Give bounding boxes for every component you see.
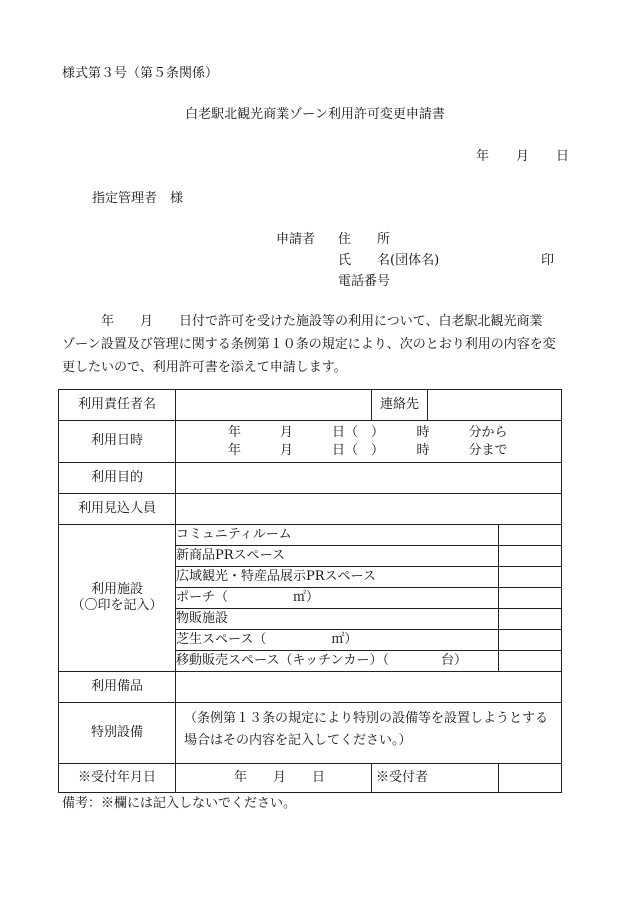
facility-mark-cell[interactable] bbox=[499, 651, 562, 672]
facility-mark-cell[interactable] bbox=[499, 588, 562, 609]
facility-mark-cell[interactable] bbox=[499, 567, 562, 588]
facility-item: ポーチ（ ㎡） bbox=[176, 588, 499, 609]
footer-note: 備考：※欄には記入しないでください。 bbox=[62, 796, 297, 811]
date-year: 年 bbox=[476, 149, 490, 164]
facility-mark-cell[interactable] bbox=[499, 609, 562, 630]
special-equipment-label: 特別設備 bbox=[59, 703, 176, 764]
datetime-label: 利用日時 bbox=[59, 421, 176, 463]
attendance-label: 利用見込人員 bbox=[59, 494, 176, 525]
addressee: 指定管理者 様 bbox=[92, 191, 184, 206]
facility-item: 移動販売スペース（キッチンカー）（ 台） bbox=[176, 651, 499, 672]
facilities-sublabel: （〇印を記入） bbox=[71, 598, 163, 613]
facility-item: 物販施設 bbox=[176, 609, 499, 630]
application-date bbox=[476, 150, 569, 163]
page-title: 白老駅北観光商業ゾーン利用許可変更申請書 bbox=[185, 107, 445, 122]
facility-mark-cell[interactable] bbox=[499, 546, 562, 567]
application-form-table bbox=[58, 389, 562, 793]
facility-mark-cell[interactable] bbox=[499, 525, 562, 546]
date-day: 日 bbox=[556, 149, 570, 164]
responsible-label: 利用責任者名 bbox=[59, 390, 176, 421]
purpose-label: 利用目的 bbox=[59, 463, 176, 494]
datetime-to: 年 月 日（ ） 時 分まで bbox=[228, 442, 508, 458]
received-date-value: 年 月 日 bbox=[176, 764, 372, 793]
date-month: 月 bbox=[516, 149, 530, 164]
contact-label: 連絡先 bbox=[372, 390, 428, 421]
body-text bbox=[62, 310, 582, 379]
received-date-label: ※受付年月日 bbox=[59, 764, 176, 793]
facility-mark-cell[interactable] bbox=[499, 630, 562, 651]
responsible-field[interactable] bbox=[176, 390, 372, 421]
address-label: 住 所 bbox=[338, 232, 391, 247]
body-line-1: 年 月 日付で許可を受けた施設等の利用について、白老駅北観光商業 bbox=[62, 314, 543, 329]
phone-label: 電話番号 bbox=[338, 274, 391, 289]
form-id: 様式第３号（第５条関係） bbox=[62, 66, 219, 81]
body-line-3: 更したいので、利用許可書を添えて申請します。 bbox=[62, 360, 347, 375]
receiver-field bbox=[499, 764, 562, 793]
purpose-field[interactable] bbox=[176, 463, 562, 494]
contact-field[interactable] bbox=[428, 390, 562, 421]
datetime-from: 年 月 日（ ） 時 分から bbox=[228, 424, 508, 440]
attendance-field[interactable] bbox=[176, 494, 562, 525]
special-note-line-1: （条例第１３条の規定により特別の設備等を設置しようとする bbox=[184, 711, 549, 726]
special-note-line-2: 場合はその内容を記入してください。） bbox=[184, 733, 412, 748]
facility-item: 芝生スペース（ ㎡） bbox=[176, 630, 499, 651]
facilities-label-text: 利用施設 bbox=[90, 581, 143, 597]
body-line-2: ゾーン設置及び管理に関する条例第１０条の規定により、次のとおり利用の内容を変 bbox=[62, 337, 556, 352]
facility-item: 新商品PRスペース bbox=[176, 546, 499, 567]
receiver-label: ※受付者 bbox=[372, 764, 499, 793]
facility-item: 広域観光・特産品展示PRスペース bbox=[176, 567, 499, 588]
name-label: 氏 名(団体名) bbox=[338, 253, 440, 268]
datetime-field[interactable] bbox=[176, 421, 562, 463]
special-equipment-field[interactable] bbox=[176, 703, 562, 764]
facilities-label bbox=[59, 525, 176, 672]
facility-item: コミュニティルーム bbox=[176, 525, 499, 546]
seal-mark: 印 bbox=[541, 253, 555, 268]
equipment-field[interactable] bbox=[176, 672, 562, 703]
applicant-label: 申請者 bbox=[276, 232, 316, 247]
equipment-label: 利用備品 bbox=[59, 672, 176, 703]
